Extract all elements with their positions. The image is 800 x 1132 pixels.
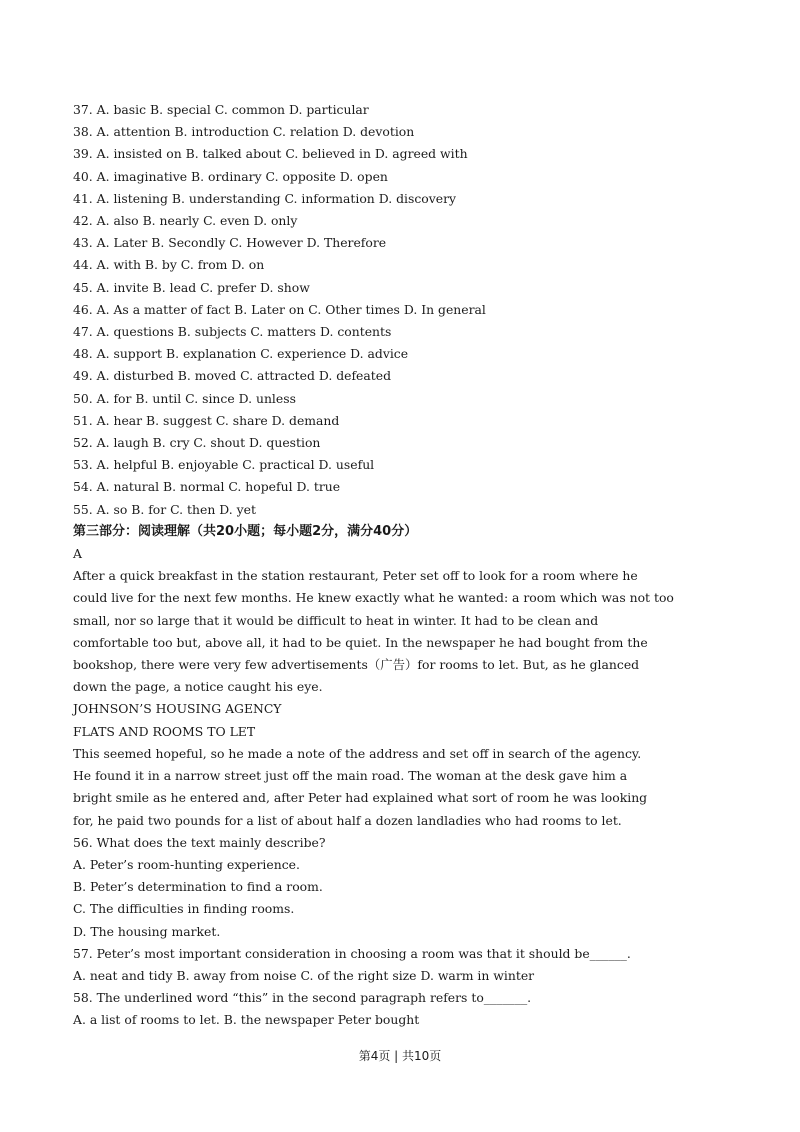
option-line-47: 47. A. questions B. subjects C. matters D. contents (73, 324, 392, 340)
question-58: 58. The underlined word “this” in the second paragraph refers to_______. (73, 990, 532, 1006)
option-line-45: 45. A. invite B. lead C. prefer D. show (73, 279, 310, 295)
option-line-38: 38. A. attention B. introduction C. relation D. devotion (73, 124, 415, 140)
passage-line: comfortable too but, above all, it had to be quiet. In the newspaper he had bought from the (73, 634, 648, 650)
question-56: 56. What does the text mainly describe? (73, 834, 326, 850)
option-line-50: 50. A. for B. until C. since D. unless (73, 390, 296, 406)
option-line-48: 48. A. support B. explanation C. experience D. advice (73, 346, 409, 362)
page-content (73, 99, 733, 1032)
option-line-53: 53. A. helpful B. enjoyable C. practical D. useful (73, 457, 375, 473)
option-line-55: 55. A. so B. for C. then D. yet (73, 501, 256, 517)
option-line-41: 41. A. listening B. understanding C. information D. discovery (73, 190, 457, 206)
option-line-42: 42. A. also B. nearly C. even D. only (73, 213, 298, 229)
passage-line: down the page, a notice caught his eye. (73, 679, 323, 695)
question-56-option-c: C. The difficulties in finding rooms. (73, 901, 295, 917)
option-line-51: 51. A. hear B. suggest C. share D. demand (73, 412, 340, 428)
question-57: 57. Peter’s most important consideration in choosing a room was that it should be______. (73, 945, 631, 961)
question-56-option-b: B. Peter’s determination to find a room. (73, 879, 323, 895)
option-line-52: 52. A. laugh B. cry C. shout D. question (73, 435, 321, 451)
option-line-46: 46. A. As a matter of fact B. Later on C. Other times D. In general (73, 301, 486, 317)
option-line-37: 37. A. basic B. special C. common D. particular (73, 102, 369, 117)
question-56-option-a: A. Peter’s room-hunting experience. (73, 856, 300, 872)
option-line-44: 44. A. with B. by C. from D. on (73, 257, 265, 273)
cloze-options-list (73, 99, 733, 521)
option-line-54: 54. A. natural B. normal C. hopeful D. true (73, 479, 341, 495)
option-line-40: 40. A. imaginative B. ordinary C. opposite D. open (73, 168, 388, 184)
question-56-option-d: D. The housing market. (73, 923, 221, 939)
page-footer: 第4页 | 共10页 (358, 1049, 442, 1063)
passage-line: for, he paid two pounds for a list of about half a dozen landladies who had rooms to let. (73, 812, 622, 828)
reading-passage (73, 565, 733, 831)
passage-line: After a quick breakfast in the station restaurant, Peter set off to look for a room where he (73, 568, 638, 584)
passage-line: could live for the next few months. He knew exactly what he wanted: a room which was not too (73, 590, 674, 606)
agency-name: JOHNSON’S HOUSING AGENCY (73, 701, 282, 717)
passage-line: bright smile as he entered and, after Peter had explained what sort of room he was looking (73, 790, 648, 806)
passage-line: He found it in a narrow street just off the main road. The woman at the desk gave him a (73, 768, 628, 784)
passage-label: A (73, 546, 82, 562)
section-title: 第三部分：阅读理解（共20小题；每小题2分，满分40分） (73, 523, 418, 539)
option-line-43: 43. A. Later B. Secondly C. However D. Therefore (73, 235, 387, 251)
option-line-39: 39. A. insisted on B. talked about C. believed in D. agreed with (73, 146, 468, 162)
questions-list (73, 832, 733, 1032)
option-line-49: 49. A. disturbed B. moved C. attracted D. defeated (73, 368, 392, 384)
question-57-options: A. neat and tidy B. away from noise C. of the right size D. warm in winter (73, 967, 535, 983)
question-58-options: A. a list of rooms to let. B. the newspaper Peter bought (73, 1012, 420, 1028)
passage-line: This seemed hopeful, so he made a note of the address and set off in search of the agency. (73, 745, 642, 761)
passage-line: bookshop, there were very few advertisements（广告）for rooms to let. But, as he glanced (73, 657, 640, 673)
passage-line: small, nor so large that it would be difficult to heat in winter. It had to be clean and (73, 612, 599, 628)
agency-subtitle: FLATS AND ROOMS TO LET (73, 723, 256, 739)
